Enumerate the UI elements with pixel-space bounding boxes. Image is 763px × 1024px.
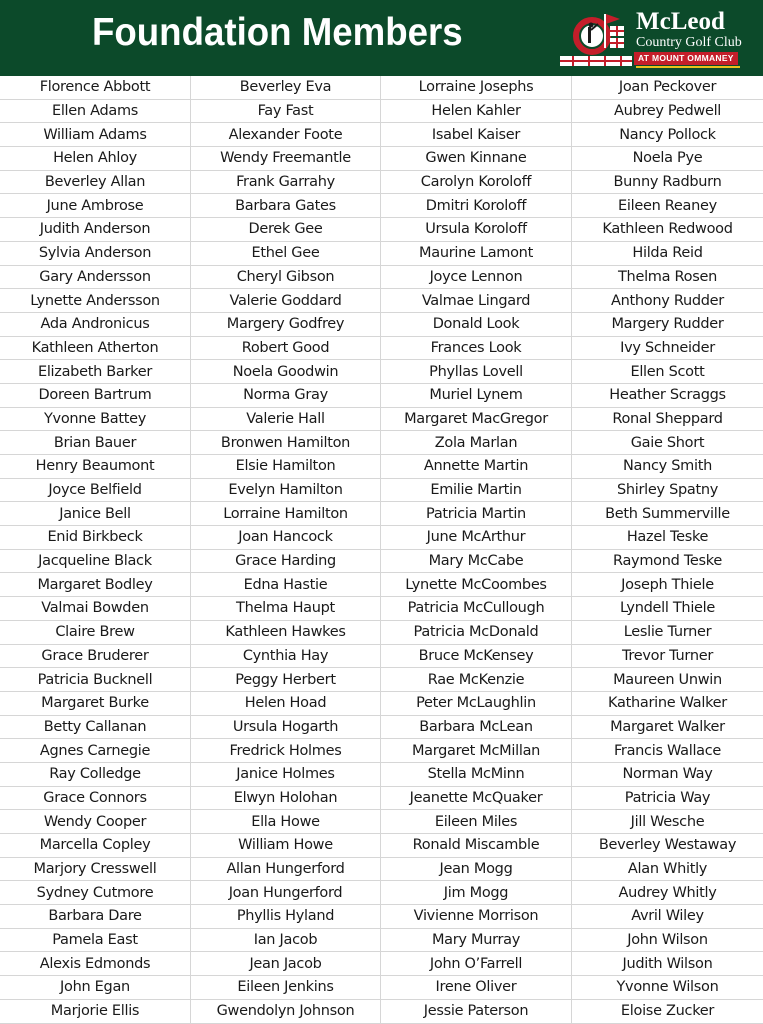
member-name-cell: Hilda Reid — [572, 242, 763, 266]
member-name-cell: Phyllas Lovell — [381, 360, 572, 384]
member-name-cell: Florence Abbott — [0, 76, 191, 100]
member-name-cell: Marjorie Ellis — [0, 1000, 191, 1024]
member-name-cell: Margery Rudder — [572, 313, 763, 337]
member-name-cell: Joan Hancock — [191, 526, 381, 550]
member-name-cell: Patricia Martin — [381, 502, 572, 526]
member-name-cell: Ellen Adams — [0, 100, 191, 124]
member-name-cell: Kathleen Atherton — [0, 337, 191, 361]
member-name-cell: William Adams — [0, 123, 191, 147]
member-name-cell: Isabel Kaiser — [381, 123, 572, 147]
member-name-cell: Mary McCabe — [381, 550, 572, 574]
logo-underline — [636, 66, 740, 68]
member-name-cell: Elsie Hamilton — [191, 455, 381, 479]
member-name-cell: Bruce McKensey — [381, 645, 572, 669]
member-name-cell: Elizabeth Barker — [0, 360, 191, 384]
member-name-cell: Sylvia Anderson — [0, 242, 191, 266]
club-tagline: AT MOUNT OMMANEY — [634, 52, 738, 65]
page-title: Foundation Members — [92, 11, 463, 54]
member-name-cell: Eileen Reaney — [572, 194, 763, 218]
member-name-cell: Katharine Walker — [572, 692, 763, 716]
member-name-cell: John O’Farrell — [381, 952, 572, 976]
member-name-cell: Alan Whitly — [572, 858, 763, 882]
member-name-cell: June Ambrose — [0, 194, 191, 218]
member-name-cell: Margaret Walker — [572, 716, 763, 740]
member-name-cell: Valerie Hall — [191, 408, 381, 432]
member-name-cell: Derek Gee — [191, 218, 381, 242]
member-name-cell: Alexis Edmonds — [0, 952, 191, 976]
member-name-cell: Doreen Bartrum — [0, 384, 191, 408]
member-name-cell: Ethel Gee — [191, 242, 381, 266]
member-name-cell: Nancy Smith — [572, 455, 763, 479]
member-name-cell: Bronwen Hamilton — [191, 431, 381, 455]
member-name-cell: Norma Gray — [191, 384, 381, 408]
member-name-cell: Lynette McCoombes — [381, 573, 572, 597]
member-name-cell: Lorraine Josephs — [381, 76, 572, 100]
page-header — [0, 0, 763, 76]
member-name-cell: Lyndell Thiele — [572, 597, 763, 621]
member-name-cell: Patricia Way — [572, 787, 763, 811]
member-name-cell: Ellen Scott — [572, 360, 763, 384]
member-name-cell: Grace Connors — [0, 787, 191, 811]
member-name-cell: Thelma Haupt — [191, 597, 381, 621]
member-name-cell: Eloise Zucker — [572, 1000, 763, 1024]
member-name-cell: Betty Callanan — [0, 716, 191, 740]
members-grid — [0, 76, 763, 1024]
member-name-cell: Marcella Copley — [0, 834, 191, 858]
member-name-cell: Judith Anderson — [0, 218, 191, 242]
member-name-cell: Carolyn Koroloff — [381, 171, 572, 195]
member-name-cell: Robert Good — [191, 337, 381, 361]
club-subtitle: Country Golf Club — [636, 35, 742, 50]
member-name-cell: Joyce Lennon — [381, 266, 572, 290]
member-name-cell: Trevor Turner — [572, 645, 763, 669]
member-name-cell: Marjory Cresswell — [0, 858, 191, 882]
member-name-cell: Nancy Pollock — [572, 123, 763, 147]
member-name-cell: Gaie Short — [572, 431, 763, 455]
member-name-cell: Jeanette McQuaker — [381, 787, 572, 811]
member-name-cell: Gwen Kinnane — [381, 147, 572, 171]
member-name-cell: Ada Andronicus — [0, 313, 191, 337]
member-name-cell: Beverley Westaway — [572, 834, 763, 858]
member-name-cell: Margery Godfrey — [191, 313, 381, 337]
member-name-cell: Sydney Cutmore — [0, 881, 191, 905]
member-name-cell: Helen Kahler — [381, 100, 572, 124]
member-name-cell: Allan Hungerford — [191, 858, 381, 882]
member-name-cell: Gwendolyn Johnson — [191, 1000, 381, 1024]
member-name-cell: Joseph Thiele — [572, 573, 763, 597]
member-name-cell: Shirley Spatny — [572, 479, 763, 503]
member-name-cell: Ursula Hogarth — [191, 716, 381, 740]
member-name-cell: Elwyn Holohan — [191, 787, 381, 811]
club-name: McLeod — [636, 8, 725, 35]
member-name-cell: Noela Goodwin — [191, 360, 381, 384]
member-name-cell: Janice Holmes — [191, 763, 381, 787]
member-name-cell: Brian Bauer — [0, 431, 191, 455]
member-name-cell: Ella Howe — [191, 810, 381, 834]
member-name-cell: Joan Peckover — [572, 76, 763, 100]
member-name-cell: Bunny Radburn — [572, 171, 763, 195]
member-name-cell: Henry Beaumont — [0, 455, 191, 479]
member-name-cell: Janice Bell — [0, 502, 191, 526]
member-name-cell: Phyllis Hyland — [191, 905, 381, 929]
member-name-cell: Barbara Dare — [0, 905, 191, 929]
member-name-cell: Edna Hastie — [191, 573, 381, 597]
member-name-cell: Jean Mogg — [381, 858, 572, 882]
member-name-cell: Grace Bruderer — [0, 645, 191, 669]
member-name-cell: June McArthur — [381, 526, 572, 550]
member-name-cell: Annette Martin — [381, 455, 572, 479]
member-name-cell: Stella McMinn — [381, 763, 572, 787]
member-name-cell: Margaret Bodley — [0, 573, 191, 597]
member-name-cell: Barbara Gates — [191, 194, 381, 218]
member-name-cell: Jean Jacob — [191, 952, 381, 976]
member-name-cell: Valmae Lingard — [381, 289, 572, 313]
member-name-cell: Patricia McCullough — [381, 597, 572, 621]
member-name-cell: Rae McKenzie — [381, 668, 572, 692]
member-name-cell: Donald Look — [381, 313, 572, 337]
member-name-cell: Frank Garrahy — [191, 171, 381, 195]
member-name-cell: Noela Pye — [572, 147, 763, 171]
member-name-cell: Kathleen Redwood — [572, 218, 763, 242]
member-name-cell: Maurine Lamont — [381, 242, 572, 266]
member-name-cell: Agnes Carnegie — [0, 739, 191, 763]
member-name-cell: Joyce Belfield — [0, 479, 191, 503]
member-name-cell: Margaret Burke — [0, 692, 191, 716]
member-name-cell: Frances Look — [381, 337, 572, 361]
member-name-cell: Ronald Miscamble — [381, 834, 572, 858]
member-name-cell: John Egan — [0, 976, 191, 1000]
member-name-cell: Fredrick Holmes — [191, 739, 381, 763]
member-name-cell: Ursula Koroloff — [381, 218, 572, 242]
member-name-cell: Cheryl Gibson — [191, 266, 381, 290]
member-name-cell: Thelma Rosen — [572, 266, 763, 290]
member-name-cell: Aubrey Pedwell — [572, 100, 763, 124]
member-name-cell: Maureen Unwin — [572, 668, 763, 692]
member-name-cell: Francis Wallace — [572, 739, 763, 763]
member-name-cell: Irene Oliver — [381, 976, 572, 1000]
member-name-cell: Wendy Freemantle — [191, 147, 381, 171]
member-name-cell: Mary Murray — [381, 929, 572, 953]
member-name-cell: Vivienne Morrison — [381, 905, 572, 929]
member-name-cell: Leslie Turner — [572, 621, 763, 645]
member-name-cell: Lynette Andersson — [0, 289, 191, 313]
member-name-cell: Judith Wilson — [572, 952, 763, 976]
member-name-cell: Jill Wesche — [572, 810, 763, 834]
member-name-cell: Claire Brew — [0, 621, 191, 645]
member-name-cell: Emilie Martin — [381, 479, 572, 503]
member-name-cell: Avril Wiley — [572, 905, 763, 929]
member-name-cell: Alexander Foote — [191, 123, 381, 147]
member-name-cell: Jessie Paterson — [381, 1000, 572, 1024]
member-name-cell: Muriel Lynem — [381, 384, 572, 408]
member-name-cell: Hazel Teske — [572, 526, 763, 550]
member-name-cell: Eileen Jenkins — [191, 976, 381, 1000]
member-name-cell: Patricia Bucknell — [0, 668, 191, 692]
member-name-cell: Enid Birkbeck — [0, 526, 191, 550]
member-name-cell: Beverley Eva — [191, 76, 381, 100]
member-name-cell: Norman Way — [572, 763, 763, 787]
member-name-cell: Valerie Goddard — [191, 289, 381, 313]
member-name-cell: John Wilson — [572, 929, 763, 953]
member-name-cell: Kathleen Hawkes — [191, 621, 381, 645]
member-name-cell: Wendy Cooper — [0, 810, 191, 834]
member-name-cell: Ivy Schneider — [572, 337, 763, 361]
member-name-cell: Valmai Bowden — [0, 597, 191, 621]
member-name-cell: Cynthia Hay — [191, 645, 381, 669]
member-name-cell: Ronal Sheppard — [572, 408, 763, 432]
member-name-cell: Ian Jacob — [191, 929, 381, 953]
member-name-cell: Pamela East — [0, 929, 191, 953]
member-name-cell: Fay Fast — [191, 100, 381, 124]
member-name-cell: Helen Ahloy — [0, 147, 191, 171]
member-name-cell: Joan Hungerford — [191, 881, 381, 905]
member-name-cell: Jacqueline Black — [0, 550, 191, 574]
member-name-cell: Jim Mogg — [381, 881, 572, 905]
member-name-cell: Beverley Allan — [0, 171, 191, 195]
member-name-cell: Heather Scraggs — [572, 384, 763, 408]
member-name-cell: Raymond Teske — [572, 550, 763, 574]
member-name-cell: Peggy Herbert — [191, 668, 381, 692]
club-logo — [558, 8, 748, 70]
member-name-cell: Margaret MacGregor — [381, 408, 572, 432]
member-name-cell: Peter McLaughlin — [381, 692, 572, 716]
member-name-cell: Margaret McMillan — [381, 739, 572, 763]
member-name-cell: Dmitri Koroloff — [381, 194, 572, 218]
member-name-cell: Gary Andersson — [0, 266, 191, 290]
member-name-cell: Ray Colledge — [0, 763, 191, 787]
member-name-cell: Lorraine Hamilton — [191, 502, 381, 526]
member-name-cell: Zola Marlan — [381, 431, 572, 455]
member-name-cell: Yvonne Battey — [0, 408, 191, 432]
member-name-cell: Evelyn Hamilton — [191, 479, 381, 503]
member-name-cell: Eileen Miles — [381, 810, 572, 834]
member-name-cell: Anthony Rudder — [572, 289, 763, 313]
member-name-cell: Patricia McDonald — [381, 621, 572, 645]
member-name-cell: William Howe — [191, 834, 381, 858]
member-name-cell: Audrey Whitly — [572, 881, 763, 905]
member-name-cell: Yvonne Wilson — [572, 976, 763, 1000]
member-name-cell: Beth Summerville — [572, 502, 763, 526]
club-emblem-icon — [558, 10, 634, 70]
member-name-cell: Grace Harding — [191, 550, 381, 574]
member-name-cell: Helen Hoad — [191, 692, 381, 716]
member-name-cell: Barbara McLean — [381, 716, 572, 740]
